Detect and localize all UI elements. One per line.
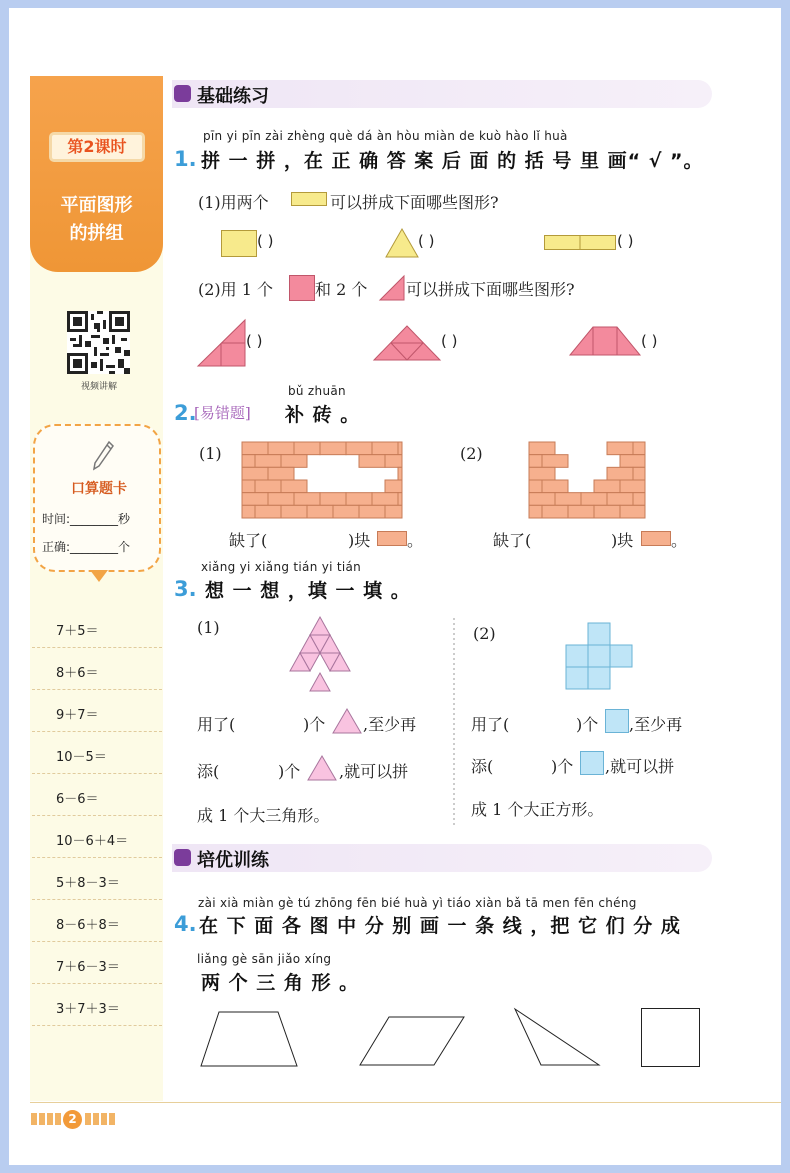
pink-triangle-puzzle xyxy=(292,616,350,692)
card-title: 口算题卡 xyxy=(71,481,127,497)
pink-composite-wide-triangle xyxy=(373,325,441,361)
t-add-suffix: ,就可以拼 xyxy=(339,762,409,781)
brick xyxy=(242,480,255,493)
brick xyxy=(607,493,633,506)
q2-text: 补 砖 。 xyxy=(285,404,361,426)
small-blue-square-icon xyxy=(605,709,629,733)
s-add-mid: )个 xyxy=(551,757,574,776)
rectangle-icon xyxy=(291,192,327,206)
missing-period-2: 。 xyxy=(671,531,688,550)
page-number: 2 xyxy=(63,1110,82,1129)
brick-icon xyxy=(641,531,671,546)
answer-paren[interactable]: ( ) xyxy=(617,232,634,250)
small-pink-triangle-icon xyxy=(332,708,362,734)
brick xyxy=(633,493,645,506)
brick xyxy=(281,455,307,468)
brick xyxy=(281,505,307,518)
trapezoid-figure[interactable] xyxy=(199,1011,299,1067)
brick xyxy=(320,442,346,455)
exercise-item[interactable]: 10－6＋4＝ xyxy=(32,816,162,858)
footer-pattern-right xyxy=(85,1111,117,1127)
exercise-item[interactable]: 7＋5＝ xyxy=(32,606,162,648)
pink-trapezoid-shape xyxy=(569,326,641,356)
s-result: 成 1 个大正方形。 xyxy=(471,800,604,819)
yellow-long-rectangle-shape xyxy=(544,235,616,250)
lesson-name xyxy=(30,192,163,248)
brick xyxy=(398,467,402,480)
brick xyxy=(385,455,402,468)
answer-paren[interactable]: ( ) xyxy=(641,332,658,350)
brick xyxy=(372,442,398,455)
pink-composite-triangle xyxy=(197,319,247,367)
correct-field[interactable]: 正确:________个 xyxy=(42,540,131,554)
brick xyxy=(268,493,294,506)
brick xyxy=(594,505,620,518)
brick xyxy=(242,505,255,518)
missing-period-1: 。 xyxy=(407,531,424,550)
q1-part2-prefix: (2)用 1 个 xyxy=(198,280,274,299)
q4-pinyin-1: zài xià miàn gè tú zhōng fēn bié huà yì tiáo xiàn bǎ tā men fēn chéng xyxy=(198,896,637,910)
t-result: 成 1 个大三角形。 xyxy=(197,806,330,825)
q2-pinyin: bǔ zhuān xyxy=(288,384,346,398)
brick xyxy=(620,480,645,493)
brick xyxy=(542,455,568,468)
brick xyxy=(529,442,555,455)
missing-prefix-1: 缺了( xyxy=(229,531,268,550)
q2-label-2: (2) xyxy=(460,444,483,463)
lesson-name-line2: 的拼组 xyxy=(69,223,124,244)
pencil-icon xyxy=(91,440,115,474)
brick xyxy=(307,505,333,518)
lesson-name-line1: 平面图形 xyxy=(60,195,133,216)
section-title: 基础练习 xyxy=(197,86,269,107)
section-header-advanced xyxy=(172,844,712,872)
q1-number: 1. xyxy=(174,147,197,171)
brick xyxy=(294,493,320,506)
lesson-box xyxy=(30,76,163,272)
answer-paren[interactable]: ( ) xyxy=(441,332,458,350)
q1-pinyin: pīn yi pīn zài zhèng què dá àn hòu miàn de kuò hào lǐ huà xyxy=(203,129,568,143)
brick xyxy=(620,455,645,468)
t-used-prefix: 用了( xyxy=(197,715,236,734)
exercise-item[interactable]: 7＋6－3＝ xyxy=(32,942,162,984)
s-used-mid: )个 xyxy=(576,715,599,734)
brick xyxy=(242,467,268,480)
brick xyxy=(581,493,607,506)
exercise-item[interactable]: 9＋7＝ xyxy=(32,690,162,732)
missing-suffix-1: )块 xyxy=(348,531,371,550)
brick xyxy=(255,455,281,468)
brick xyxy=(255,480,281,493)
brick xyxy=(242,442,268,455)
blue-square-puzzle xyxy=(565,622,635,692)
error-prone-tag: [易错题] xyxy=(194,404,251,422)
q3-label-1: (1) xyxy=(197,618,220,637)
brick xyxy=(346,493,372,506)
square-figure[interactable] xyxy=(641,1008,701,1068)
small-pink-triangle-icon xyxy=(307,755,337,781)
pink-triangle-icon xyxy=(379,275,405,301)
brick xyxy=(359,505,385,518)
s-used-prefix: 用了( xyxy=(471,715,510,734)
brick xyxy=(333,505,359,518)
exercise-item[interactable]: 3＋7＋3＝ xyxy=(32,984,162,1026)
brick xyxy=(242,455,255,468)
yellow-square-shape xyxy=(221,230,257,257)
brick xyxy=(398,493,402,506)
exercise-item[interactable]: 6－6＝ xyxy=(32,774,162,816)
brick xyxy=(594,480,620,493)
brick xyxy=(242,493,268,506)
brick-icon xyxy=(377,531,407,546)
brick xyxy=(633,467,645,480)
footer-pattern-left xyxy=(31,1111,63,1127)
q3-pinyin: xiǎng yi xiǎng tián yi tián xyxy=(201,560,362,574)
qr-label: 视频讲解 xyxy=(80,382,117,392)
card-tail xyxy=(90,570,108,582)
brick xyxy=(346,442,372,455)
brick xyxy=(555,493,581,506)
yellow-triangle-shape xyxy=(385,228,419,258)
brick xyxy=(372,493,398,506)
t-add-prefix: 添( xyxy=(197,762,220,781)
brick xyxy=(607,467,633,480)
s-used-suffix: ,至少再 xyxy=(629,715,683,734)
time-field[interactable]: 时间:________秒 xyxy=(42,512,131,526)
q1-part2-middle: 和 2 个 xyxy=(315,280,368,299)
brick xyxy=(294,442,320,455)
mental-math-card xyxy=(33,424,161,572)
shield-icon xyxy=(174,849,191,866)
brick xyxy=(529,505,542,518)
q4-text-1: 在 下 面 各 图 中 分 别 画 一 条 线 ，把 它 们 分 成 xyxy=(199,915,681,937)
t-add-mid: )个 xyxy=(278,762,301,781)
answer-paren[interactable]: ( ) xyxy=(257,232,274,250)
footer-line xyxy=(30,1102,781,1103)
answer-paren[interactable]: ( ) xyxy=(246,332,263,350)
q3-label-2: (2) xyxy=(473,624,496,643)
brick xyxy=(529,455,542,468)
q4-text-2: 两 个 三 角 形 。 xyxy=(201,972,360,994)
small-blue-square-icon xyxy=(580,751,604,775)
s-add-prefix: 添( xyxy=(471,757,494,776)
section-header-basic xyxy=(172,80,712,108)
t-used-mid: )个 xyxy=(303,715,326,734)
brick xyxy=(281,480,307,493)
q1-text: 拼 一 拼 ，在 正 确 答 案 后 面 的 括 号 里 画“ √ ”。 xyxy=(201,150,704,172)
exercise-item[interactable]: 5＋8－3＝ xyxy=(32,858,162,900)
missing-suffix-2: )块 xyxy=(611,531,634,550)
exercise-item[interactable]: 8＋6＝ xyxy=(32,648,162,690)
q4-pinyin-2: liǎng gè sān jiǎo xíng xyxy=(197,952,332,966)
document-icon xyxy=(174,85,191,102)
brick xyxy=(398,442,402,455)
brick-wall-1 xyxy=(242,442,402,518)
answer-paren[interactable]: ( ) xyxy=(418,232,435,250)
q1-part1-prefix: (1)用两个 xyxy=(198,193,269,212)
brick xyxy=(268,467,294,480)
brick xyxy=(359,455,385,468)
q4-number: 4. xyxy=(174,912,197,936)
brick xyxy=(633,442,645,455)
brick xyxy=(255,505,281,518)
q1-part2-suffix: 可以拼成下面哪些图形? xyxy=(406,280,575,299)
q2-label-1: (1) xyxy=(199,444,222,463)
s-add-suffix: ,就可以拼 xyxy=(605,757,675,776)
parallelogram-figure[interactable] xyxy=(359,1016,465,1066)
brick xyxy=(268,442,294,455)
workbook-page xyxy=(9,8,781,1165)
q3-text: 想 一 想 ，填 一 填 。 xyxy=(205,580,411,602)
triangle-figure[interactable] xyxy=(514,1008,600,1068)
exercise-item[interactable]: 10－5＝ xyxy=(32,732,162,774)
brick-wall-2 xyxy=(529,442,645,518)
qr-code-icon[interactable] xyxy=(67,311,130,374)
exercise-item[interactable]: 8－6＋8＝ xyxy=(32,900,162,942)
brick xyxy=(529,493,555,506)
brick xyxy=(529,467,555,480)
q1-part1-suffix: 可以拼成下面哪些图形? xyxy=(330,193,499,212)
pink-square-icon xyxy=(289,275,315,301)
q3-number: 3. xyxy=(174,577,197,601)
t-used-suffix: ,至少再 xyxy=(363,715,417,734)
brick xyxy=(385,505,402,518)
section-title: 培优训练 xyxy=(197,850,269,871)
brick xyxy=(607,442,633,455)
q2-number: 2. xyxy=(174,401,197,425)
brick xyxy=(568,505,594,518)
brick xyxy=(320,493,346,506)
brick xyxy=(529,480,542,493)
lesson-badge: 第2课时 xyxy=(49,132,145,162)
dotted-divider xyxy=(453,618,455,828)
brick xyxy=(385,480,402,493)
missing-prefix-2: 缺了( xyxy=(493,531,532,550)
brick xyxy=(542,480,568,493)
brick xyxy=(542,505,568,518)
brick xyxy=(620,505,645,518)
